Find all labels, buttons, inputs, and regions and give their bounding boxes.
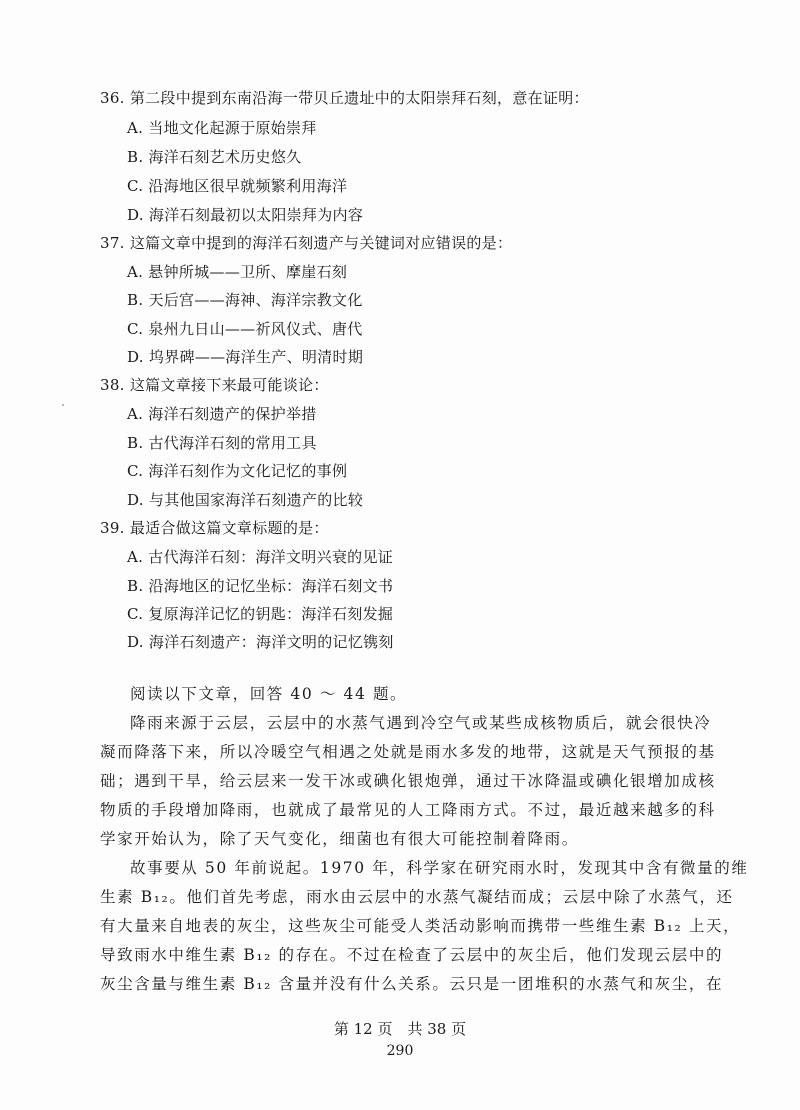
- question-38-option-a: A. 海洋石刻遗产的保护举措: [127, 405, 317, 423]
- question-38-option-c: C. 海洋石刻作为文化记忆的事例: [127, 462, 348, 480]
- question-39-option-a: A. 古代海洋石刻：海洋文明兴衰的见证: [127, 548, 394, 566]
- question-36-option-d: D. 海洋石刻最初以太阳崇拜为内容: [127, 206, 364, 224]
- passage-p1-line-2: 凝而降落下来，所以冷暖空气相遇之处就是雨水多发的地带，这就是天气预报的基: [100, 743, 716, 761]
- passage-p1-line-3: 础；遇到干旱，给云层来一发干冰或碘化银炮弹，通过干冰降温或碘化银增加成核: [100, 772, 716, 790]
- passage-p1-line-5: 学家开始认为，除了天气变化，细菌也有很大可能控制着降雨。: [100, 830, 579, 848]
- question-37-stem: 37. 这篇文章中提到的海洋石刻遗产与关键词对应错误的是：: [100, 234, 513, 252]
- question-38-option-b: B. 古代海洋石刻的常用工具: [127, 434, 317, 452]
- question-37-option-b: B. 天后宫——海神、海洋宗教文化: [127, 291, 363, 309]
- page-label: 第 12 页 共 38 页: [333, 1020, 467, 1038]
- passage-p2-line-5: 灰尘含量与维生素 B₁₂ 含量并没有什么关系。云只是一团堆积的水蒸气和灰尘，在: [100, 975, 724, 993]
- question-36-stem: 36. 第二段中提到东南沿海一带贝丘遗址中的太阳崇拜石刻，意在证明：: [100, 89, 589, 107]
- question-36-option-c: C. 沿海地区很早就频繁利用海洋: [127, 177, 348, 195]
- passage-p1-line-1: 降雨来源于云层，云层中的水蒸气遇到冷空气或某些成核物质后，就会很快冷: [130, 714, 712, 732]
- question-39-stem: 39. 最适合做这篇文章标题的是：: [100, 519, 329, 537]
- page-number: 290: [386, 1043, 414, 1059]
- question-38-stem: 38. 这篇文章接下来最可能谈论：: [100, 376, 329, 394]
- reading-intro: 阅读以下文章，回答 40 ～ 44 题。: [130, 685, 408, 703]
- passage-p2-line-3: 有大量来自地表的灰尘，这些灰尘可能受人类活动影响而携带一些维生素 B₁₂ 上天，: [100, 917, 741, 935]
- question-38-option-d: D. 与其他国家海洋石刻遗产的比较: [127, 491, 364, 509]
- question-36-option-b: B. 海洋石刻艺术历史悠久: [127, 148, 302, 166]
- passage-p2-line-1: 故事要从 50 年前说起。1970 年，科学家在研究雨水时，发现其中含有微量的维: [130, 859, 749, 877]
- passage-p1-line-4: 物质的手段增加降雨，也就成了最常见的人工降雨方式。不过，最近越来越多的科: [100, 801, 716, 819]
- scan-speck: [62, 404, 64, 406]
- question-39-option-b: B. 沿海地区的记忆坐标：海洋石刻文书: [127, 577, 394, 595]
- question-37-option-a: A. 悬钟所城——卫所、摩崖石刻: [127, 263, 348, 281]
- question-37-option-d: D. 坞界碑——海洋生产、明清时期: [127, 348, 364, 366]
- passage-p2-line-4: 导致雨水中维生素 B₁₂ 的存在。不过在检查了云层中的灰尘后，他们发现云层中的: [100, 946, 724, 964]
- question-37-option-c: C. 泉州九日山——祈风仪式、唐代: [127, 320, 363, 338]
- passage-p2-line-2: 生素 B₁₂。他们首先考虑，雨水由云层中的水蒸气凝结而成；云层中除了水蒸气，还: [100, 888, 734, 906]
- question-36-option-a: A. 当地文化起源于原始崇拜: [127, 119, 317, 137]
- question-39-option-c: C. 复原海洋记忆的钥匙：海洋石刻发掘: [127, 605, 394, 623]
- question-39-option-d: D. 海洋石刻遗产：海洋文明的记忆镌刻: [127, 633, 394, 651]
